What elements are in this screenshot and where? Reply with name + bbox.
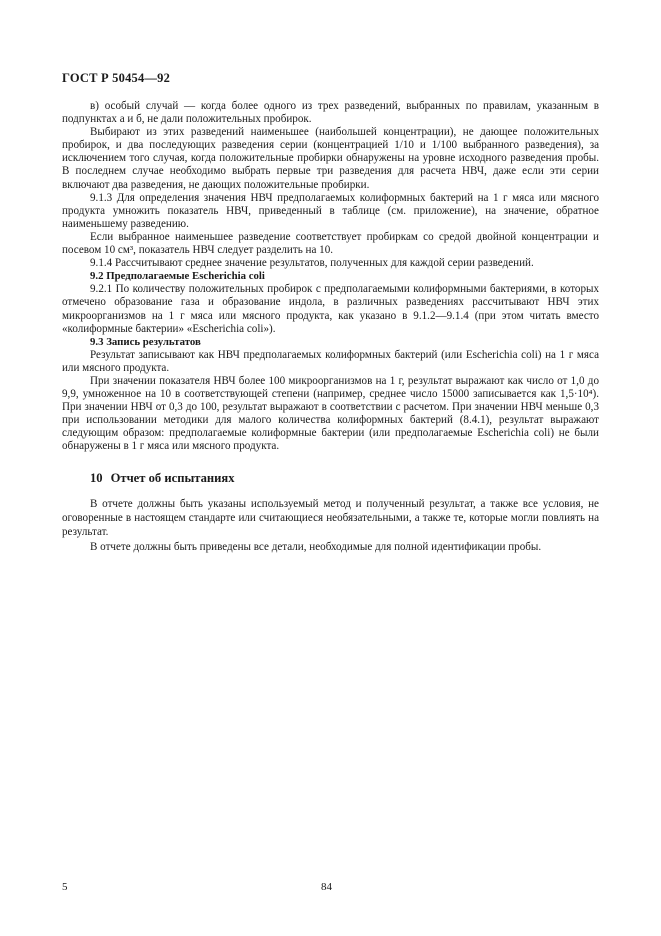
footer-left-number: 5 [62,881,68,893]
document-body [62,100,599,554]
paragraph-result-record: Результат записывают как НВЧ предполагаемых колиформных бактерий (или Escherichia coli) на 1 г мяса или мясного продукта. [62,348,599,374]
paragraph-report-content: В отчете должны быть указаны используемый метод и полученный результат, а также все условия, не оговоренные в настоящем стандарте или считающиеся необязательными, а также те, которые могли повлиять на результат. [62,497,599,539]
paragraph-select-dilutions: Выбирают из этих разведений наименьшее (наибольшей концентрации), не дающее положительных пробирок, и два последующих разведения серии (концентрацией 1/10 и 1/100 выбранного разведения), за исключением того случая, когда положительные пробирки обнаружены на уровне исходного разведения пробы. В последнем случае необходимо выбрать первые три разведения для расчета НВЧ, даже если эти серии включают два разведения, не дающих положительные пробирки. [62,126,599,191]
section-10-title: Отчет об испытаниях [110,470,235,485]
paragraph-special-case: в) особый случай — когда более одного из трех разведений, выбранных по правилам, указанным в подпунктах а и б, не дали положительных пробирок. [62,100,599,126]
section-10-content [62,497,599,555]
page-number: 84 [321,881,332,893]
paragraph-result-expression: При значении показателя НВЧ более 100 микроорганизмов на 1 г, результат выражают как число от 1,0 до 9,9, умноженное на 10 в соответствующей степени (например, среднее число 15000 записывается как 1,5·10⁴). При значении НВЧ от 0,3 до 100, результат выражают в соответствии с расчетом. При значении НВЧ меньше 0,3 при использовании методики для малого количества колиформных бактерий (8.4.1), результат выражают следующим образом: предполагаемые колиформные бактерии (или предполагаемые Escherichia coli) не были обнаружены в 1 г мяса или мясного продукта. [62,374,599,453]
paragraph-914: 9.1.4 Рассчитывают среднее значение результатов, полученных для каждой серии разведений. [90,257,534,270]
standard-header: ГОСТ Р 50454—92 [62,71,171,85]
section-10-heading [62,472,599,485]
heading-9-2: 9.2 Предполагаемые Escherichia coli [90,270,265,283]
heading-9-3: 9.3 Запись результатов [90,335,201,348]
paragraph-double-concentration: Если выбранное наименьшее разведение соответствует пробиркам со средой двойной концентрации и посевом 10 см³, показатель НВЧ следует разделить на 10. [62,230,599,257]
section-10-number: 10 [90,470,103,485]
paragraph-913: 9.1.3 Для определения значения НВЧ предполагаемых колиформных бактерий на 1 г мяса или мясного продукта умножить показатель НВЧ, приведенный в таблице (см. приложение), на значение, обратное наименьшему разведению. [62,191,599,230]
paragraph-report-identification: В отчете должны быть приведены все детали, необходимые для полной идентификации пробы. [90,540,542,553]
paragraph-921: 9.2.1 По количеству положительных пробирок с предполагаемыми колиформными бактериями, в которых отмечено образование газа и образование индола, в различных разведениях рассчитывают НВЧ этих микроорганизмов на 1 г мяса или мясного продукта, как указано в 9.1.2—9.1.4 (при этом читать вместо «колиформные бактерии» «Escherichia coli»). [62,283,599,335]
